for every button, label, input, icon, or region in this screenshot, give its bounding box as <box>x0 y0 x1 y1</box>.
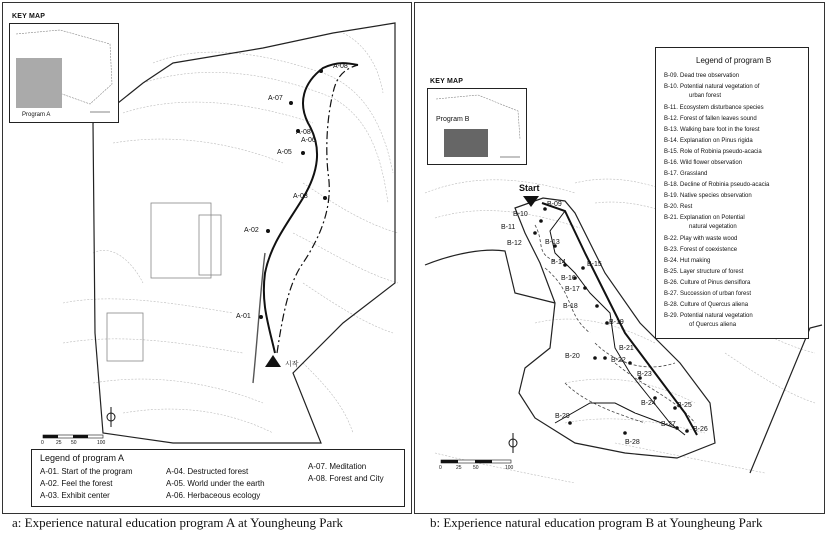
point-label-a03: A-03 <box>293 193 308 200</box>
scale-tick: 50 <box>71 440 77 446</box>
point-label-b14: B-14 <box>551 259 566 266</box>
point-label-b22: B-22 <box>611 357 626 364</box>
start-triangle-a <box>265 355 281 367</box>
legend-b-item: urban forest <box>689 93 722 99</box>
legend-b-item: B-27. Succession of urban forest <box>664 291 752 297</box>
map-panel-b <box>414 2 825 514</box>
legend-b-item: B-17. Grassland <box>664 171 708 177</box>
map-panel-a <box>2 2 412 514</box>
point-label-b15: B-15 <box>587 261 602 268</box>
legend-b-item: B-23. Forest of coexistence <box>664 247 738 253</box>
scale-tick: 25 <box>456 465 462 471</box>
caption-a: a: Experience natural education program A at Youngheung Park <box>12 515 344 530</box>
legend-a-item: A-06. Herbaceous ecology <box>166 491 261 500</box>
building-a2 <box>199 215 221 275</box>
route-program-a <box>264 63 358 353</box>
point-label-b18: B-18 <box>563 303 578 310</box>
route-program-a-alt <box>277 65 358 353</box>
point-label-b12: B-12 <box>507 240 522 247</box>
point-label-b21: B-21 <box>619 345 634 352</box>
point-label-b24: B-24 <box>641 400 656 407</box>
point-label-b28: B-28 <box>625 439 640 446</box>
key-map-a <box>9 13 119 123</box>
point-label-a02: A-02 <box>244 227 259 234</box>
legend-b-item: B-25. Layer structure of forest <box>664 269 744 275</box>
point-label-b11: B-11 <box>501 224 516 231</box>
legend-b-item: B-22. Play with waste wood <box>664 236 738 242</box>
point-label-a06: A-06 <box>301 137 316 144</box>
scale-bar-a <box>43 435 103 438</box>
boundary-edge-b2 <box>750 325 822 473</box>
scale-tick: 50 <box>473 465 479 471</box>
legend-b-item: B-13. Walking bare foot in the forest <box>664 127 760 133</box>
legend-b-item: B-26. Culture of Pinus densiflora <box>664 280 751 286</box>
legend-b-item: B-24. Hut making <box>664 258 711 264</box>
key-map-title-b: KEY MAP <box>430 78 464 85</box>
legend-b-item: B-19. Native species observation <box>664 193 752 199</box>
point-label-b10: B-10 <box>513 211 528 218</box>
legend-a-title: Legend of program A <box>40 453 125 463</box>
legend-a-item: A-02. Feel the forest <box>40 479 113 488</box>
north-arrow-a <box>107 407 115 427</box>
key-map-title-a: KEY MAP <box>12 13 46 20</box>
legend-b-item: B-11. Ecosystem disturbance species <box>664 105 764 111</box>
scale-tick: 0 <box>41 440 44 446</box>
north-arrow-b <box>509 433 517 453</box>
legend-b-item: B-10. Potential natural vegetation of <box>664 84 760 90</box>
point-label-b27: B-27 <box>661 421 676 428</box>
legend-a-item: A-04. Destructed forest <box>166 467 249 476</box>
legend-b-item: B-21. Explanation on Potential <box>664 215 745 221</box>
building-a1 <box>151 203 211 278</box>
point-label-b16: B-16 <box>561 275 576 282</box>
key-map-drawing-b <box>428 89 526 164</box>
legend-b-item: B-29. Potential natural vegetation <box>664 313 753 319</box>
legend-a-item: A-01. Start of the program <box>40 467 133 476</box>
point-label-b23: B-23 <box>637 371 652 378</box>
point-label-b26: B-26 <box>693 426 708 433</box>
legend-b-item: natural vegetation <box>689 224 737 230</box>
legend-b <box>655 47 809 339</box>
legend-b-item: B-14. Explanation on Pinus rigida <box>664 138 753 144</box>
legend-b-item: of Quercus aliena <box>689 322 737 328</box>
legend-a-item: A-07. Meditation <box>308 462 367 471</box>
road-a <box>253 253 265 383</box>
start-triangle-b <box>523 196 539 207</box>
point-label-b25: B-25 <box>677 402 692 409</box>
point-label-b09: B-09 <box>547 201 562 208</box>
point-label-a05: A-05 <box>277 149 292 156</box>
point-label-b29: B-29 <box>555 413 570 420</box>
key-map-b <box>427 78 527 165</box>
point-label-a08-top: A-08 <box>333 63 348 70</box>
scale-tick: 0 <box>439 465 442 471</box>
boundary-edge-b <box>425 250 555 303</box>
scale-bar-b <box>441 460 511 463</box>
point-label-b13: B-13 <box>545 239 560 246</box>
point-label-b19: B-19 <box>609 319 624 326</box>
key-map-drawing-a <box>10 24 118 122</box>
legend-b-item: B-12. Forest of fallen leaves sound <box>664 116 757 122</box>
legend-a <box>31 449 405 507</box>
point-label-b20: B-20 <box>565 353 580 360</box>
legend-b-item: B-20. Rest <box>664 204 693 210</box>
start-label-b: Start <box>519 183 540 193</box>
building-a3 <box>107 313 143 361</box>
legend-b-item: B-28. Culture of Quercus aliena <box>664 302 749 308</box>
key-map-label-b: Program B <box>436 116 470 123</box>
point-label-b17: B-17 <box>565 286 580 293</box>
scale-tick: 100 <box>505 465 514 471</box>
point-label-a01: A-01 <box>236 313 251 320</box>
legend-a-item: A-08. Forest and City <box>308 474 384 483</box>
scale-tick: 100 <box>97 440 106 446</box>
legend-b-item: B-09. Dead tree observation <box>664 73 740 79</box>
caption-b: b: Experience natural education program B at Youngheung Park <box>430 515 763 530</box>
point-label-a08: A-08 <box>296 129 311 136</box>
legend-b-item: B-18. Decline of Robinia pseudo-acacia <box>664 182 770 188</box>
legend-b-title: Legend of program B <box>696 56 772 65</box>
legend-b-item: B-15. Role of Robinia pseudo-acacia <box>664 149 762 155</box>
legend-a-item: A-03. Exhibit center <box>40 491 110 500</box>
key-map-label-a: Program A <box>22 112 51 118</box>
start-marker-label-a: 시작 <box>285 361 299 368</box>
scale-tick: 25 <box>56 440 62 446</box>
legend-a-item: A-05. World under the earth <box>166 479 265 488</box>
point-label-a07: A-07 <box>268 95 283 102</box>
legend-b-item: B-16. Wild flower observation <box>664 160 743 166</box>
